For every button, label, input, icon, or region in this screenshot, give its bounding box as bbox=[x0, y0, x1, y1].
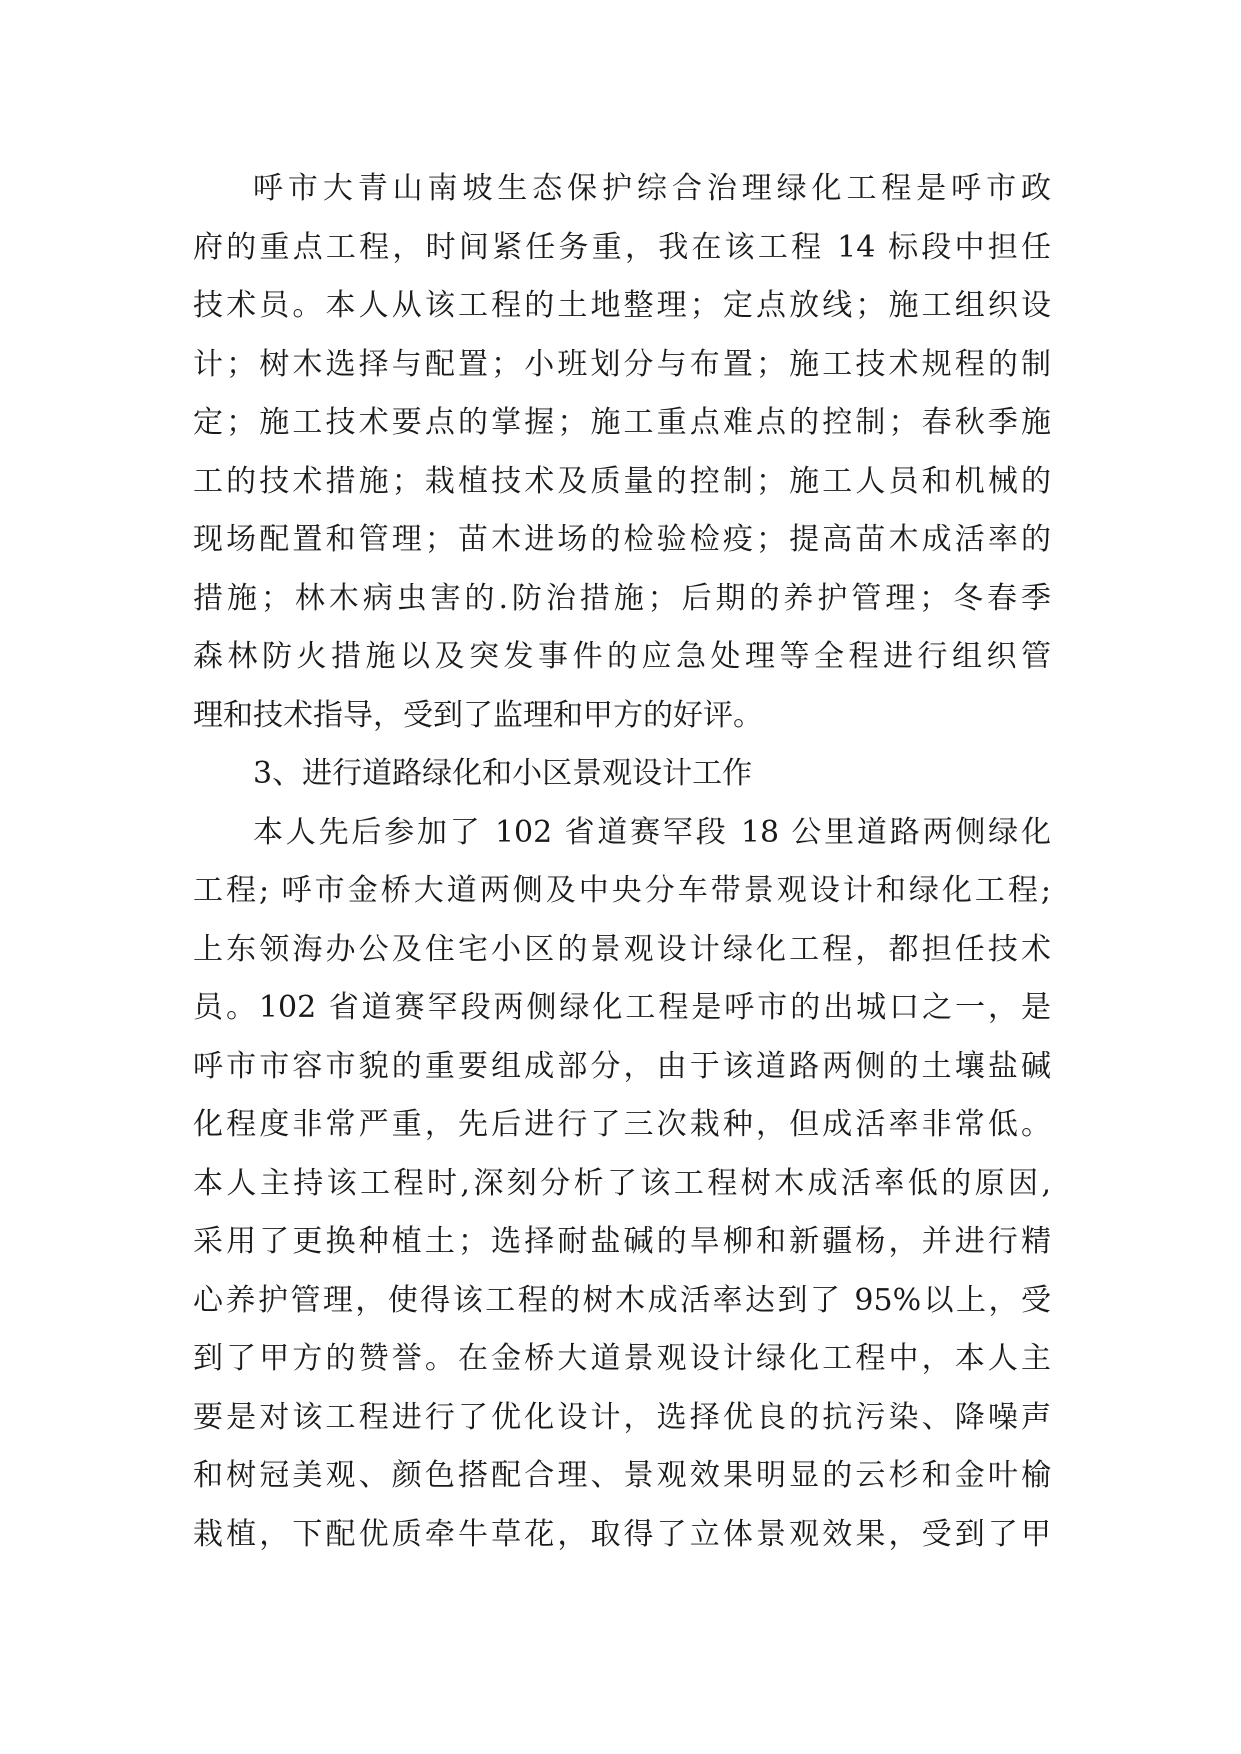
text-line: 府的重点工程，时间紧任务重，我在该工程 14 标段中担任 bbox=[193, 229, 1051, 265]
document-page bbox=[193, 160, 1051, 1564]
text-line: 措施；林木病虫害的.防治措施；后期的养护管理；冬春季 bbox=[193, 580, 1051, 616]
text-line: 本人先后参加了 102 省道赛罕段 18 公里道路两侧绿化 bbox=[253, 814, 1051, 850]
text-line: 计；树木选择与配置；小班划分与布置；施工技术规程的制 bbox=[193, 346, 1051, 382]
text-line: 呼市大青山南坡生态保护综合治理绿化工程是呼市政 bbox=[253, 171, 1051, 206]
text-line: 技术员。本人从该工程的土地整理；定点放线；施工组织设 bbox=[193, 288, 1051, 323]
section-heading: 3、进行道路绿化和小区景观设计工作 bbox=[253, 756, 753, 791]
paragraph-1 bbox=[193, 160, 1051, 745]
text-line: 本人主持该工程时,深刻分析了该工程树木成活率低的原因, bbox=[193, 1165, 1051, 1201]
text-line: 栽植，下配优质牵牛草花，取得了立体景观效果，受到了甲 bbox=[193, 1516, 1051, 1552]
text-line: 工的技术措施；栽植技术及质量的控制；施工人员和机械的 bbox=[193, 463, 1051, 499]
text-line: 定；施工技术要点的掌握；施工重点难点的控制；春秋季施 bbox=[193, 405, 1051, 440]
text-line: 理和技术指导，受到了监理和甲方的好评。 bbox=[193, 697, 763, 733]
text-line: 森林防火措施以及突发事件的应急处理等全程进行组织管 bbox=[193, 639, 1051, 674]
text-line: 到了甲方的赞誉。在金桥大道景观设计绿化工程中，本人主 bbox=[193, 1341, 1051, 1376]
text-line: 员。102 省道赛罕段两侧绿化工程是呼市的出城口之一，是 bbox=[193, 990, 1051, 1025]
text-line: 呼市市容市貌的重要组成部分，由于该道路两侧的土壤盐碱 bbox=[193, 1048, 1051, 1084]
text-line: 心养护管理，使得该工程的树木成活率达到了 95%以上，受 bbox=[193, 1282, 1051, 1318]
text-line: 采用了更换种植土；选择耐盐碱的旱柳和新疆杨，并进行精 bbox=[193, 1224, 1051, 1259]
text-line: 化程度非常严重，先后进行了三次栽种，但成活率非常低。 bbox=[193, 1107, 1051, 1142]
paragraph-2 bbox=[193, 804, 1051, 1565]
text-line: 要是对该工程进行了优化设计，选择优良的抗污染、降噪声 bbox=[193, 1399, 1051, 1435]
text-line: 和树冠美观、颜色搭配合理、景观效果明显的云杉和金叶榆 bbox=[193, 1458, 1051, 1493]
text-line: 现场配置和管理；苗木进场的检验检疫；提高苗木成活率的 bbox=[193, 522, 1051, 557]
text-line: 上东领海办公及住宅小区的景观设计绿化工程，都担任技术 bbox=[193, 931, 1051, 967]
text-line: 工程; 呼市金桥大道两侧及中央分车带景观设计和绿化工程; bbox=[193, 873, 1051, 908]
